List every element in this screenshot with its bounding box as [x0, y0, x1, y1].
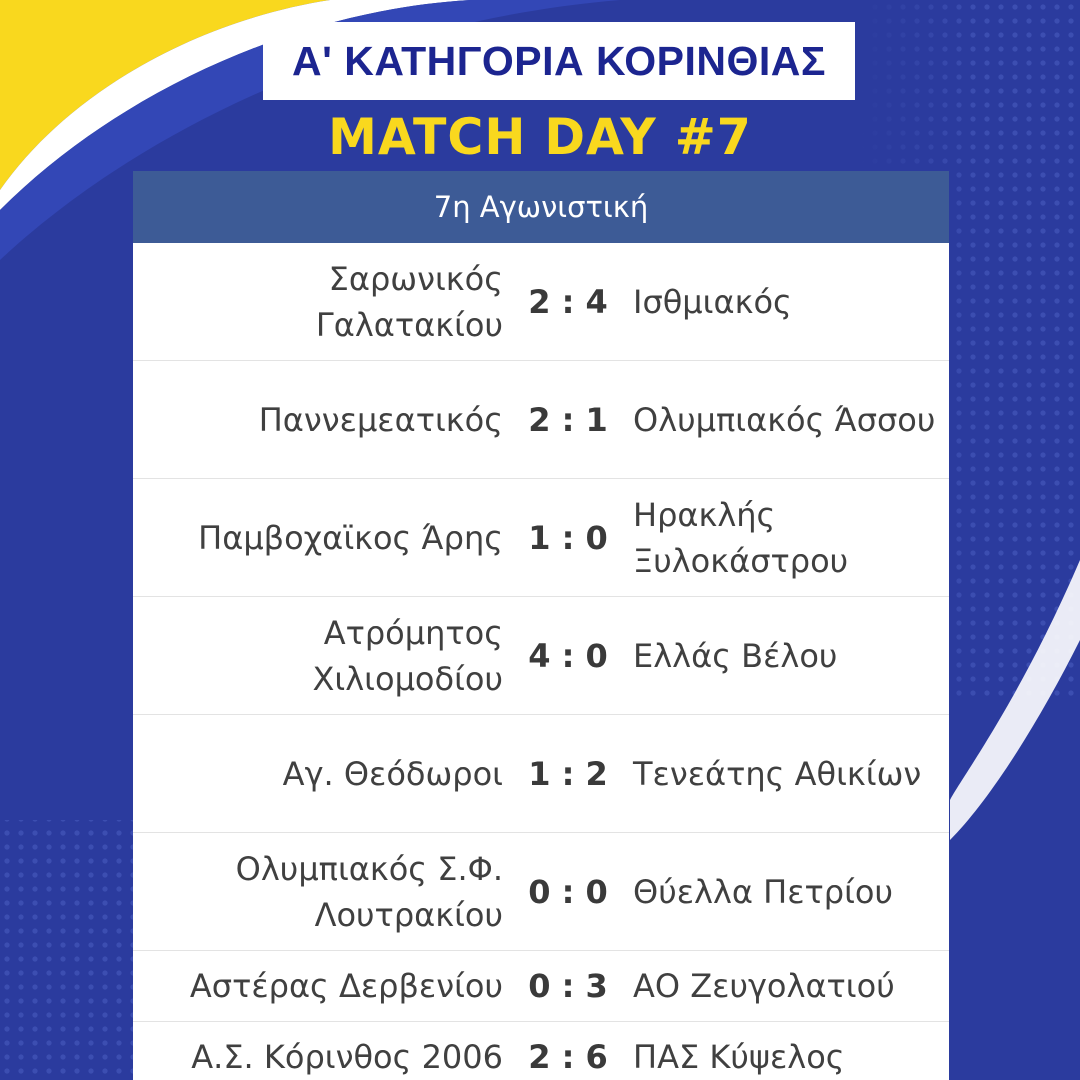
score: 2 : 6: [528, 1038, 608, 1076]
results-table: [133, 171, 949, 1080]
away-team: Ισθμιακός: [633, 282, 792, 321]
home-team: Ατρόμητος Χιλιομοδίου: [312, 613, 503, 698]
table-heading: 7η Αγωνιστική: [133, 171, 949, 243]
home-team: Ολυμπιακός Σ.Φ. Λουτρακίου: [235, 849, 503, 934]
score: 2 : 4: [528, 282, 608, 321]
home-team: Αγ. Θεόδωροι: [282, 754, 503, 793]
match-row: [133, 1022, 949, 1080]
home-team: Σαρωνικός Γαλατακίου: [315, 259, 503, 344]
matchday-title: MATCH DAY #7: [328, 108, 752, 166]
header-banner: [263, 22, 855, 100]
away-team: ΑΟ Ζευγολατιού: [633, 967, 895, 1005]
match-row: [133, 715, 949, 833]
away-team: Τενεάτης Αθικίων: [633, 754, 922, 793]
page-title: Α' ΚΑΤΗΓΟΡΙΑ ΚΟΡΙΝΘΙΑΣ: [292, 37, 826, 84]
home-team: Α.Σ. Κόρινθος 2006: [191, 1038, 503, 1076]
away-team: Ηρακλής Ξυλοκάστρου: [633, 495, 849, 580]
score: 1 : 2: [528, 754, 608, 793]
match-row: [133, 597, 949, 715]
home-team: Παμβοχαϊκος Άρης: [198, 518, 503, 557]
away-team: Ελλάς Βέλου: [633, 636, 838, 675]
away-team: Ολυμπιακός Άσσου: [633, 400, 936, 439]
score: 0 : 0: [528, 872, 608, 911]
home-team: Αστέρας Δερβενίου: [189, 967, 503, 1005]
score: 0 : 3: [528, 967, 608, 1005]
match-row: [133, 833, 949, 951]
away-team: ΠΑΣ Κύψελος: [633, 1038, 845, 1076]
match-row: [133, 361, 949, 479]
match-row: [133, 243, 949, 361]
match-row: [133, 951, 949, 1022]
score: 1 : 0: [528, 518, 608, 557]
home-team: Παννεμεατικός: [258, 400, 503, 439]
away-team: Θύελλα Πετρίου: [633, 872, 893, 911]
match-row: [133, 479, 949, 597]
score: 2 : 1: [528, 400, 608, 439]
score: 4 : 0: [528, 636, 608, 675]
